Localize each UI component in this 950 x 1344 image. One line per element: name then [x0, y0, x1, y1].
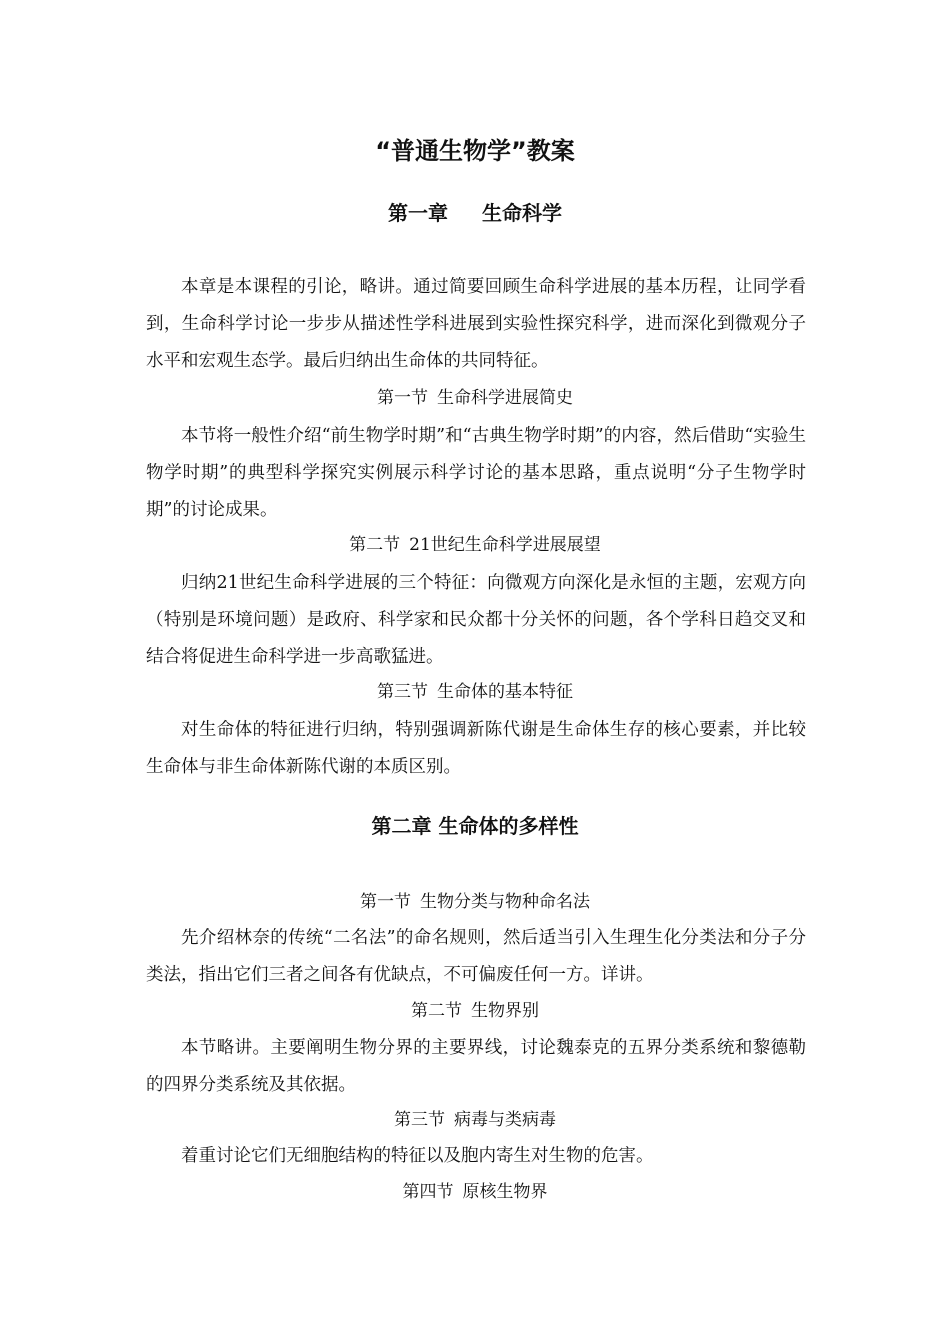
- chapter-1-number: 第一章: [388, 201, 448, 225]
- chapter-2-name: 生命体的多样性: [438, 814, 579, 838]
- section-name: 生命科学进展简史: [437, 388, 573, 408]
- ch1-section-2-title: [0, 532, 950, 558]
- ch2-section-3-text: 着重讨论它们无细胞结构的特征以及胞内寄生对生物的危害。: [181, 1146, 654, 1166]
- ch1-section-1-text: 本节将一般性介绍“前生物学时期”和“古典生物学时期”的内容，然后借助“实验生物学时期”的典型科学探究实例展示科学讨论的基本思路，重点说明“分子生物学时期”的讨论成果。: [146, 426, 806, 520]
- section-number: 第三节: [394, 1110, 445, 1130]
- ch2-section-3-title: [0, 1107, 950, 1133]
- section-number: 第三节: [377, 682, 428, 702]
- section-name: 21世纪生命科学进展展望: [409, 535, 601, 555]
- ch2-section-1-text: 先介绍林奈的传统“二名法”的命名规则，然后适当引入生理生化分类法和分子分类法，指出它们三者之间各有优缺点，不可偏废任何一方。详讲。: [146, 928, 806, 985]
- chapter-1-title: [0, 197, 950, 229]
- ch2-section-2-title: [0, 998, 950, 1024]
- section-number: 第四节: [402, 1182, 454, 1202]
- chapter-1-name: 生命科学: [482, 201, 562, 225]
- ch2-section-1-title: [0, 889, 950, 915]
- section-number: 第一节: [377, 388, 428, 408]
- document-title: “普通生物学”教案: [375, 137, 575, 165]
- ch1-section-3-title: [0, 679, 950, 705]
- section-name: 生物界别: [471, 1001, 539, 1021]
- ch1-section-3-text: 对生命体的特征进行归纳，特别强调新陈代谢是生命体生存的核心要素，并比较生命体与非生命体新陈代谢的本质区别。: [146, 720, 806, 777]
- chapter-2-title: [0, 810, 950, 842]
- section-number: 第一节: [360, 892, 411, 912]
- chapter-2-number: 第二章: [371, 814, 432, 838]
- section-name: 生命体的基本特征: [437, 682, 573, 702]
- ch2-section-4-title: [0, 1179, 950, 1205]
- ch1-section-2-text: 归纳21世纪生命科学进展的三个特征：向微观方向深化是永恒的主题，宏观方向（特别是环境问题）是政府、科学家和民众都十分关怀的问题，各个学科日趋交叉和结合将促进生命科学进一步高歌猛进。: [146, 573, 806, 667]
- section-number: 第二节: [411, 1001, 462, 1021]
- section-name: 病毒与类病毒: [454, 1110, 556, 1130]
- chapter-1-intro: 本章是本课程的引论，略讲。通过简要回顾生命科学进展的基本历程，让同学看到，生命科学讨论一步步从描述性学科进展到实验性探究科学，进而深化到微观分子水平和宏观生态学。最后归纳出生命体的共同特征。: [146, 277, 806, 371]
- section-name: 原核生物界: [462, 1182, 548, 1202]
- ch1-section-1-title: [0, 385, 950, 411]
- section-name: 生物分类与物种命名法: [420, 892, 590, 912]
- section-number: 第二节: [349, 535, 401, 555]
- ch2-section-2-text: 本节略讲。主要阐明生物分界的主要界线，讨论魏泰克的五界分类系统和黎德勒的四界分类系统及其依据。: [146, 1038, 806, 1095]
